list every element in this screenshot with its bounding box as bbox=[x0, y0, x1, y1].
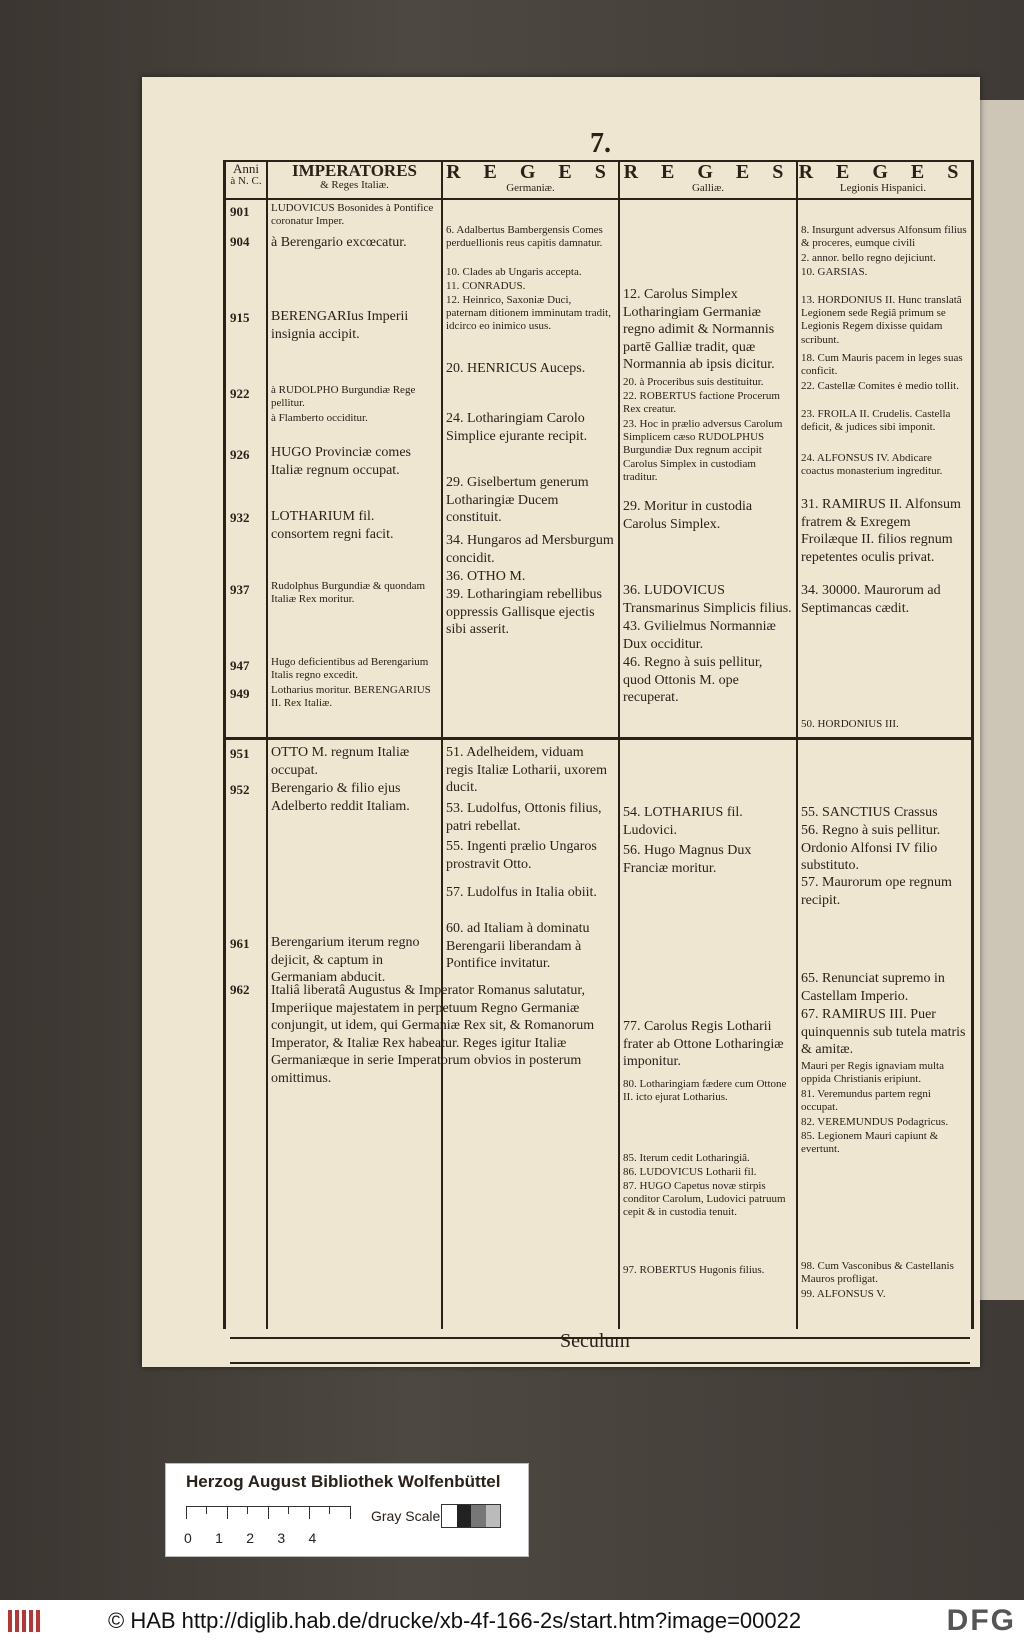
germaniae-entry: 11. CONRADUS. bbox=[446, 280, 526, 292]
column-divider bbox=[441, 162, 443, 1329]
year: 937 bbox=[230, 582, 250, 597]
galliae-entry: 29. Moritur in custodia Carolus Simplex. bbox=[623, 499, 753, 532]
header-anni: Anni à N. C. bbox=[230, 161, 262, 187]
imperatores-entry-long: Italiâ liberatâ Augustus & Imperator Romanus salutatur, Imperiique majestatem in perpetuum Regno Germaniæ conjungit, ut idem, qui Germaniæ Rex sit, & Romanorum Imperator, & Italiæ Rex habeatur. Reges igitur Italiæ Germaniæque in serie Imperatorum obvios in posterum omittimus. bbox=[271, 983, 595, 1086]
germaniae-entry: 39. Lotharingiam rebellibus oppressis Gallisque ejectis sibi asserit. bbox=[446, 587, 602, 637]
hispaniae-entry: 57. Maurorum ope regnum recipit. bbox=[801, 875, 952, 908]
header-imperatores: IMPERATORES & Reges Italiæ. bbox=[291, 161, 417, 191]
library-color-chart bbox=[165, 1463, 529, 1557]
header-germaniae: R E G E S Germaniæ. bbox=[446, 161, 615, 194]
galliae-entry: 23. Hoc in prælio adversus Carolum Simplicem cæso RUDOLPHUS Burgundiæ Dux regnum accipit Carolus Simplex in custodiam traditur. bbox=[623, 418, 783, 483]
galliae-entry: 97. ROBERTUS Hugonis filius. bbox=[623, 1264, 765, 1276]
germaniae-entry: 20. HENRICUS Auceps. bbox=[446, 361, 586, 376]
galliae-entry: 43. Gvilielmus Normanniæ Dux occiditur. bbox=[623, 619, 776, 652]
galliae-entry: 85. Iterum cedit Lotharingiâ. bbox=[623, 1152, 750, 1164]
column-divider bbox=[266, 162, 268, 1329]
header-rule bbox=[226, 198, 971, 200]
hispaniae-entry: 85. Legionem Mauri capiunt & evertunt. bbox=[801, 1130, 939, 1156]
hispaniae-entry: Mauri per Regis ignaviam multa oppida Christianis eripiunt. bbox=[801, 1060, 944, 1086]
germaniae-entry: 34. Hungaros ad Mersburgum concidit. bbox=[446, 533, 614, 566]
germaniae-entry: 57. Ludolfus in Italia obiit. bbox=[446, 885, 597, 900]
germaniae-entry: 12. Heinrico, Saxoniæ Duci, paternam ditionem imminutam tradit, idcirco eo inimico usus. bbox=[446, 294, 611, 333]
galliae-entry: 87. HUGO Capetus novæ stirpis conditor Carolum, Ludovici patruum cepit & in custodia tenuit. bbox=[623, 1180, 786, 1219]
year: 949 bbox=[230, 686, 250, 701]
year: 915 bbox=[230, 310, 250, 325]
galliae-entry: 77. Carolus Regis Lotharii frater ab Ottone Lotharingiæ imponitur. bbox=[623, 1019, 784, 1069]
bottom-rule bbox=[230, 1362, 970, 1364]
hispaniae-entry: 99. ALFONSUS V. bbox=[801, 1288, 886, 1300]
page-number: 7. bbox=[590, 128, 611, 159]
hispaniae-entry: 13. HORDONIUS II. Hunc translatâ Legionem sede Regiâ primum se Legionis Regem dixisse quidam scribunt. bbox=[801, 294, 962, 346]
header-galliae: R E G E S Galliæ. bbox=[623, 161, 793, 194]
gray-scale-swatch bbox=[441, 1504, 501, 1528]
year: 951 bbox=[230, 746, 250, 761]
dfg-logo: DFG bbox=[946, 1604, 1016, 1637]
germaniae-entry: 53. Ludolfus, Ottonis filius, patri rebellat. bbox=[446, 801, 602, 834]
year: 932 bbox=[230, 510, 250, 525]
germaniae-entry: 24. Lotharingiam Carolo Simplice ejurante recipit. bbox=[446, 411, 588, 444]
galliae-entry: 56. Hugo Magnus Dux Franciæ moritur. bbox=[623, 843, 752, 876]
year: 952 bbox=[230, 782, 250, 797]
imperatores-entry: à Flamberto occiditur. bbox=[271, 412, 368, 424]
year: 962 bbox=[230, 982, 250, 997]
hispaniae-entry: 98. Cum Vasconibus & Castellanis Mauros profligat. bbox=[801, 1260, 954, 1286]
ruler-numbers: 0 1 2 3 4 bbox=[184, 1530, 317, 1546]
galliae-entry: 86. LUDOVICUS Lotharii fil. bbox=[623, 1166, 757, 1178]
copyright-url[interactable]: © HAB http://diglib.hab.de/drucke/xb-4f-166-2s/start.htm?image=00022 bbox=[108, 1608, 802, 1633]
hispaniae-entry: 2. annor. bello regno dejiciunt. bbox=[801, 252, 936, 264]
adjacent-page-edge bbox=[980, 100, 1024, 1300]
hispaniae-entry: 31. RAMIRUS II. Alfonsum fratrem & Exregem Froilæque II. filios regnum repetentes oculis privat. bbox=[801, 497, 961, 565]
imperatores-entry: Rudolphus Burgundiæ & quondam Italiæ Rex moritur. bbox=[271, 580, 426, 606]
imperatores-entry: Berengarium iterum regno dejicit, & captum in Germaniam abducit. bbox=[271, 935, 420, 985]
imperatores-entry: LUDOVICUS Bosonides à Pontifice coronatur Imper. bbox=[271, 202, 434, 228]
catchword: Seculum bbox=[560, 1330, 630, 1352]
galliae-entry: 36. LUDOVICUS Transmarinus Simplicis filius. bbox=[623, 583, 792, 616]
germaniae-entry: 6. Adalbertus Bambergensis Comes perduellionis reus capitis damnatur. bbox=[446, 224, 603, 250]
imperatores-entry: à Berengario excœcatur. bbox=[271, 235, 407, 250]
column-divider bbox=[618, 162, 620, 1329]
imperatores-entry: OTTO M. regnum Italiæ occupat. bbox=[271, 745, 410, 778]
year: 901 bbox=[230, 204, 250, 219]
germaniae-entry: 60. ad Italiam à dominatu Berengarii liberandam à Pontifice invitatur. bbox=[446, 921, 590, 971]
hispaniae-entry: 56. Regno à suis pellitur. Ordonio Alfonsi IV filio substituto. bbox=[801, 823, 941, 873]
germaniae-entry: 29. Giselbertum generum Lotharingiæ Ducem constituit. bbox=[446, 475, 589, 525]
imperatores-entry: HUGO Provinciæ comes Italiæ regnum occupat. bbox=[271, 445, 411, 478]
germaniae-entry: 55. Ingenti prælio Ungaros prostravit Otto. bbox=[446, 839, 597, 872]
year: 904 bbox=[230, 234, 250, 249]
year: 922 bbox=[230, 386, 250, 401]
hispaniae-entry: 22. Castellæ Comites è medio tollit. bbox=[801, 380, 959, 392]
header-hispaniae: R E G E S Legionis Hispanici. bbox=[798, 161, 968, 194]
galliae-entry: 46. Regno à suis pellitur, quod Ottonis M. ope recuperat. bbox=[623, 655, 763, 705]
section-rule bbox=[226, 737, 971, 740]
imperatores-entry: LOTHARIUM fil. consortem regni facit. bbox=[271, 509, 394, 542]
galliae-entry: 54. LOTHARIUS fil. Ludovici. bbox=[623, 805, 743, 838]
imperatores-entry: Lotharius moritur. BERENGARIUS II. Rex Italiæ. bbox=[271, 684, 431, 710]
germaniae-entry: 51. Adelheidem, viduam regis Italiæ Lotharii, uxorem ducit. bbox=[446, 745, 607, 795]
hispaniae-entry: 81. Veremundus partem regni occupat. bbox=[801, 1088, 931, 1114]
galliae-entry: 20. à Proceribus suis destituitur. bbox=[623, 376, 764, 388]
footer-bar bbox=[0, 1600, 1024, 1644]
imperatores-entry: Berengario & filio ejus Adelberto reddit Italiam. bbox=[271, 781, 410, 814]
year: 947 bbox=[230, 658, 250, 673]
hispaniae-entry: 65. Renunciat supremo in Castellam Imperio. bbox=[801, 971, 945, 1004]
gray-scale-label: Gray Scale bbox=[371, 1508, 441, 1524]
column-divider bbox=[796, 162, 798, 1329]
scale-ruler bbox=[186, 1506, 351, 1527]
library-name: Herzog August Bibliothek Wolfenbüttel bbox=[186, 1472, 501, 1491]
hispaniae-entry: 34. 30000. Maurorum ad Septimancas cædit. bbox=[801, 583, 941, 616]
imperatores-entry: Hugo deficientibus ad Berengarium Italis regno excedit. bbox=[271, 656, 429, 682]
hispaniae-entry: 10. GARSIAS. bbox=[801, 266, 868, 278]
hispaniae-entry: 50. HORDONIUS III. bbox=[801, 718, 899, 730]
galliae-entry: 12. Carolus Simplex Lotharingiam Germaniæ regno adimit & Normannis partē Galliæ tradit, quæ Normannia ab ipsis dicitur. bbox=[623, 287, 775, 372]
hispaniae-entry: 18. Cum Mauris pacem in leges suas conficit. bbox=[801, 352, 963, 378]
hispaniae-entry: 8. Insurgunt adversus Alfonsum filius & proceres, eumque civili bbox=[801, 224, 967, 250]
germaniae-entry: 10. Clades ab Ungaris accepta. bbox=[446, 266, 582, 278]
hab-logo-icon bbox=[6, 1606, 46, 1636]
year: 961 bbox=[230, 936, 250, 951]
hispaniae-entry: 23. FROILA II. Crudelis. Castella deficit, & judices sibi imponit. bbox=[801, 408, 951, 434]
imperatores-entry: à RUDOLPHO Burgundiæ Rege pellitur. bbox=[271, 384, 416, 410]
hispaniae-entry: 24. ALFONSUS IV. Abdicare coactus monasterium ingreditur. bbox=[801, 452, 943, 478]
galliae-entry: 22. ROBERTUS factione Procerum Rex creatur. bbox=[623, 390, 780, 416]
imperatores-entry: BERENGARIus Imperii insignia accipit. bbox=[271, 309, 409, 342]
chronology-table bbox=[223, 160, 974, 1329]
hispaniae-entry: 67. RAMIRUS III. Puer quinquennis sub tutela matris & amitæ. bbox=[801, 1007, 966, 1057]
hispaniae-entry: 55. SANCTIUS Crassus bbox=[801, 805, 938, 820]
galliae-entry: 80. Lotharingiam fædere cum Ottone II. icto ejurat Lotharius. bbox=[623, 1078, 787, 1104]
year: 926 bbox=[230, 447, 250, 462]
germaniae-entry: 36. OTHO M. bbox=[446, 569, 526, 584]
hispaniae-entry: 82. VEREMUNDUS Podagricus. bbox=[801, 1116, 949, 1128]
